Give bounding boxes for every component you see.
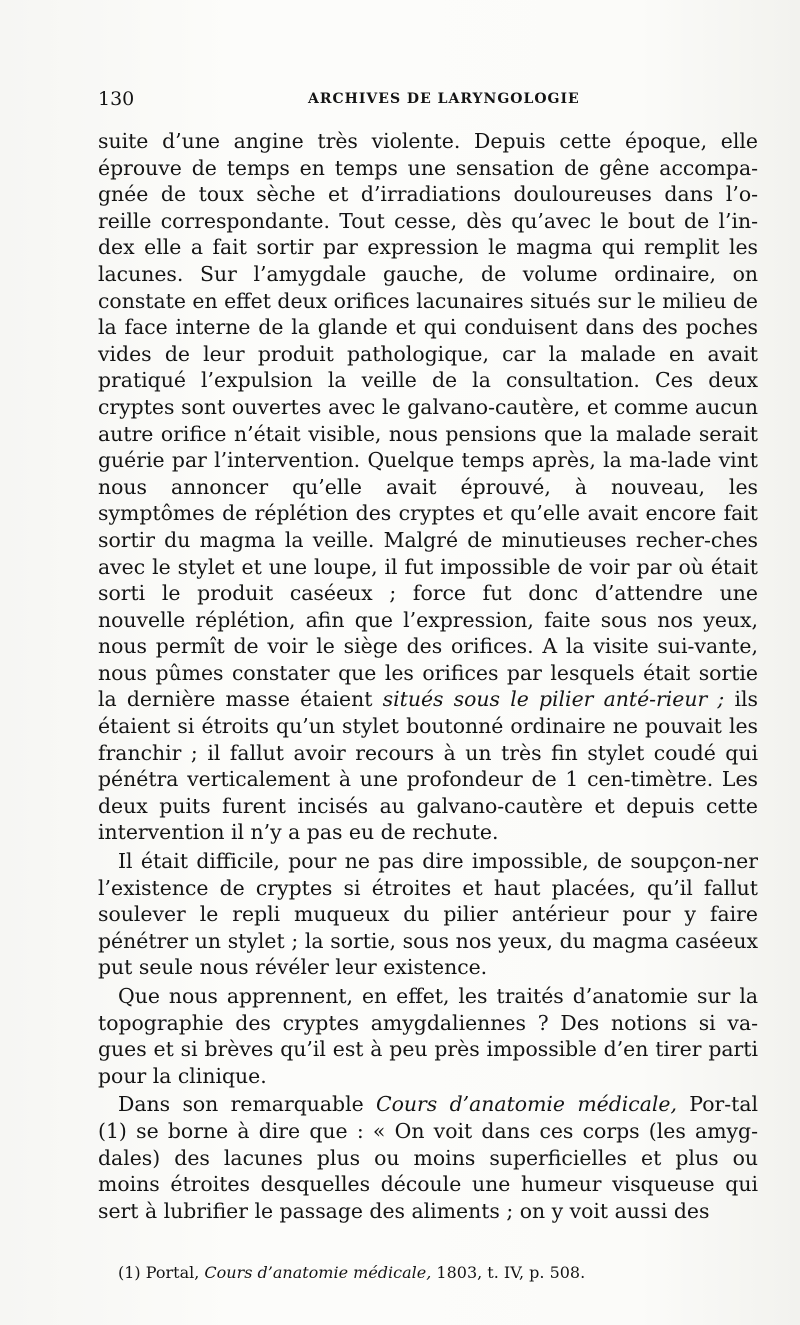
paragraph-4-text: Dans son remarquable (118, 1092, 377, 1117)
paragraph-1-italic: situés sous le pilier anté-rieur ; (382, 687, 725, 712)
paragraph-1-text-end: ils étaient si étroits qu’un stylet boutonné ordinaire ne pouvait les franchir ; il fallut avoir recours à un très fin stylet coudé qui pénétra verticalement à une profondeur de 1 cen-timètre. Les deux puits furent incisés au galvano-cautère et depuis cette intervention il n’y a pas eu de rechute. (98, 687, 758, 845)
paragraph-2 (98, 848, 758, 981)
paragraph-4-italic: Cours d’anatomie médicale, (376, 1092, 677, 1117)
paragraph-2-text: Il était difficile, pour ne pas dire impossible, de soupçon-ner l’existence de cryptes si étroites et haut placées, qu’il fallut soulever le repli muqueux du pilier antérieur pour y faire pénétrer un stylet ; la sortie, sous nos yeux, du magma caséeux put seule nous révéler leur existence. (98, 849, 758, 980)
running-head: ARCHIVES DE LARYNGOLOGIE (308, 91, 580, 107)
paragraph-4-text-end: Por-tal (1) se borne à dire que : « On voit dans ces corps (les amyg-dales) des lacunes plus ou moins superficielles et plus ou moins étroites desquelles découle une humeur visqueuse qui sert à lubrifier le passage des aliments ; on y voit aussi des (98, 1092, 758, 1223)
footnote-rest: 1803, t. IV, p. 508. (431, 1263, 586, 1282)
paragraph-3 (98, 983, 758, 1089)
paragraph-3-text: Que nous apprennent, en effet, les traités d’anatomie sur la topographie des cryptes amygdaliennes ? Des notions si va-gues et si brèves qu’il est à peu près impossible d’en tirer parti pour la clinique. (98, 984, 758, 1088)
paragraph-4 (98, 1091, 758, 1224)
paragraph-1-text: suite d’une angine très violente. Depuis cette époque, elle éprouve de temps en temps une sensation de gêne accompa-gnée de toux sèche et d’irradiations douloureuses dans l’o-reille correspondante. Tout cesse, dès qu’avec le bout de l’in-dex elle a fait sortir par expression le magma qui remplit les lacunes. Sur l’amygdale gauche, de volume ordinaire, on constate en effet deux orifices lacunaires situés sur le milieu de la face interne de la glande et qui conduisent dans des poches vides de leur produit pathologique, car la malade en avait pratiqué l’expulsion la veille de la consultation. Ces deux cryptes sont ouvertes avec le galvano-cautère, et comme aucun autre orifice n’était visible, nous pensions que la malade serait guérie par l’intervention. Quelque temps après, la ma-lade vint nous annoncer qu’elle avait éprouvé, à nouveau, les symptômes de réplétion des cryptes et qu’elle avait encore fait sortir du magma la veille. Malgré de minutieuses recher-ches avec le stylet et une loupe, il fut impossible de voir par où était sorti le produit caséeux ; force fut donc d’attendre une nouvelle réplétion, afin que l’expression, faite sous nos yeux, nous permît de voir le siège des orifices. A la visite sui-vante, nous pûmes constater que les orifices par lesquels était sortie la dernière masse étaient (98, 129, 758, 712)
footnote-marker: (1) Portal, (118, 1263, 205, 1282)
paragraph-1 (98, 128, 758, 846)
page-header (98, 88, 758, 118)
page-number: 130 (98, 88, 135, 110)
footnote (118, 1262, 758, 1284)
body-text (98, 128, 758, 1224)
footnote-title: Cours d’anatomie médicale, (204, 1263, 432, 1282)
